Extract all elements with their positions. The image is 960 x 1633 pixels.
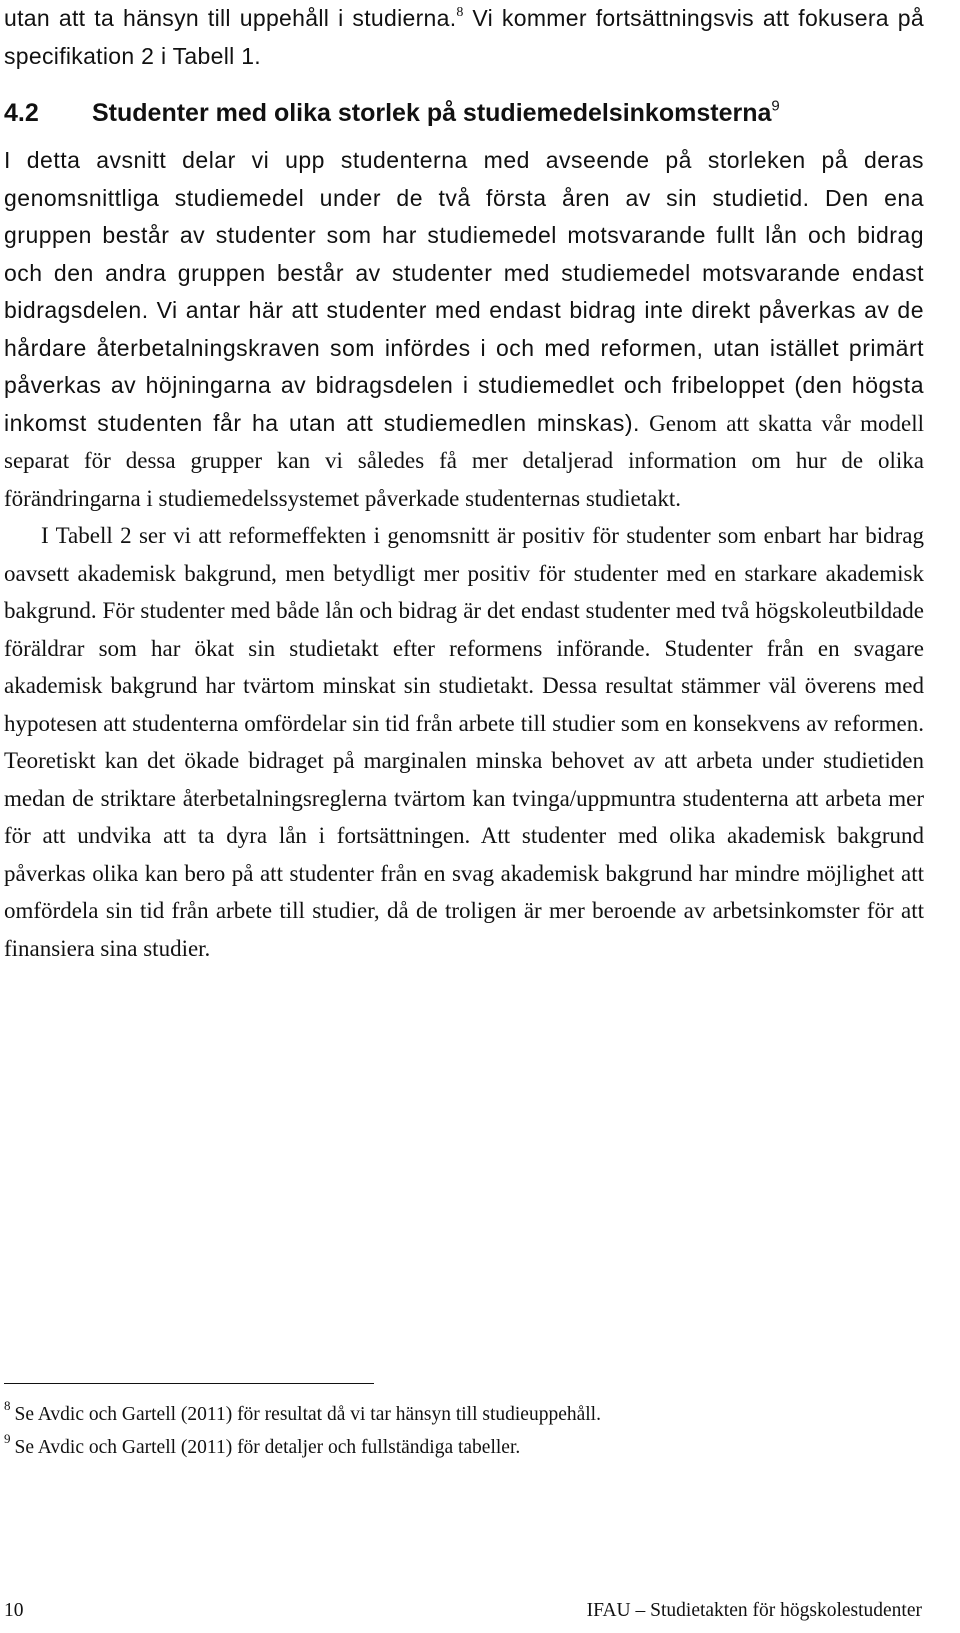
footnote-mark: 9 [4,1430,11,1446]
footnote-ref-9[interactable]: 9 [771,97,780,115]
footnote-ref-8[interactable]: 8 [456,5,464,21]
intro-text-a: utan att ta hänsyn till uppehåll i studierna. [4,5,457,31]
page-number: 10 [4,1600,24,1621]
footnote-8 [4,1398,924,1431]
footnote-text: Se Avdic och Gartell (2011) för detaljer och fullständiga tabeller. [14,1437,521,1458]
footnote-mark: 8 [4,1397,11,1413]
intro-text-b: Vi kommer fortsättningsvis att fokusera på specifikation 2 i Tabell 1. [4,5,924,69]
footnotes [4,1398,924,1464]
section-number: 4.2 [4,99,39,127]
section-body [4,142,924,967]
paragraph-2: I Tabell 2 ser vi att reformeffekten i genomsnitt är positiv för studenter som enbart har bidrag oavsett akademisk bakgrund, men betydligt mer positiv för studenter med en starkare akademisk bakgrund. För studenter med både lån och bidrag är det endast studenter med två högskoleutbildade föräldrar som har ökat sin studietakt efter reformens införande. Studenter från en svagare akademisk bakgrund har tvärtom minskat sin studietakt. Dessa resultat stämmer väl överens med hypotesen att studenterna omfördelar sin tid från arbete till studier som en konsekvens av reformen. Teoretiskt kan det ökade bidraget på marginalen minska behovet av att arbeta under studietiden medan de striktare återbetalningsreglerna tvärtom kan tvinga/uppmuntra studenterna att arbeta mer för att undvika att ta dyra lån i fortsättningen. Att studenter med olika akademisk bakgrund påverkas olika kan bero på att studenter från en svag akademisk bakgrund har mindre möjlighet att omfördela sin tid från arbete till studier, då de troligen är mer beroende av arbetsinkomster för att finansiera sina studier. [4,523,924,961]
page-footer [4,1598,922,1624]
paragraph-1-serif: Genom att skatta vår modell separat för dessa grupper kan vi således få mer detaljerad information om hur de olika förändringarna i studiemedelssystemet påverkade studenternas studietakt. [4,410,924,511]
running-title: IFAU – Studietakten för högskolestudenter [586,1600,922,1621]
footnote-text: Se Avdic och Gartell (2011) för resultat då vi tar hänsyn till studieuppehåll. [14,1404,601,1425]
section-heading [4,96,924,130]
section-title: Studenter med olika storlek på studiemedelsinkomsterna [92,99,772,127]
paragraph-1 [4,142,924,517]
footnote-9 [4,1431,924,1464]
footnote-divider [4,1383,374,1384]
paragraph-1-sans: I detta avsnitt delar vi upp studenterna med avseende på storleken på deras genomsnittliga studiemedel under de två första åren av sin studietid. Den ena gruppen består av studenter som har studiemedel motsvarande fullt lån och bidrag och den andra gruppen består av studenter med studiemedel motsvarande endast bidragsdelen. Vi antar här att studenter med endast bidrag inte direkt påverkas av de hårdare återbetalningskraven som infördes i och med reformen, utan istället primärt påverkas av höjningarna av bidragsdelen i studiemedlet och fribeloppet (den högsta inkomst studenten får ha utan att studiemedlen minskas). [4,147,924,436]
intro-paragraph [4,0,924,75]
